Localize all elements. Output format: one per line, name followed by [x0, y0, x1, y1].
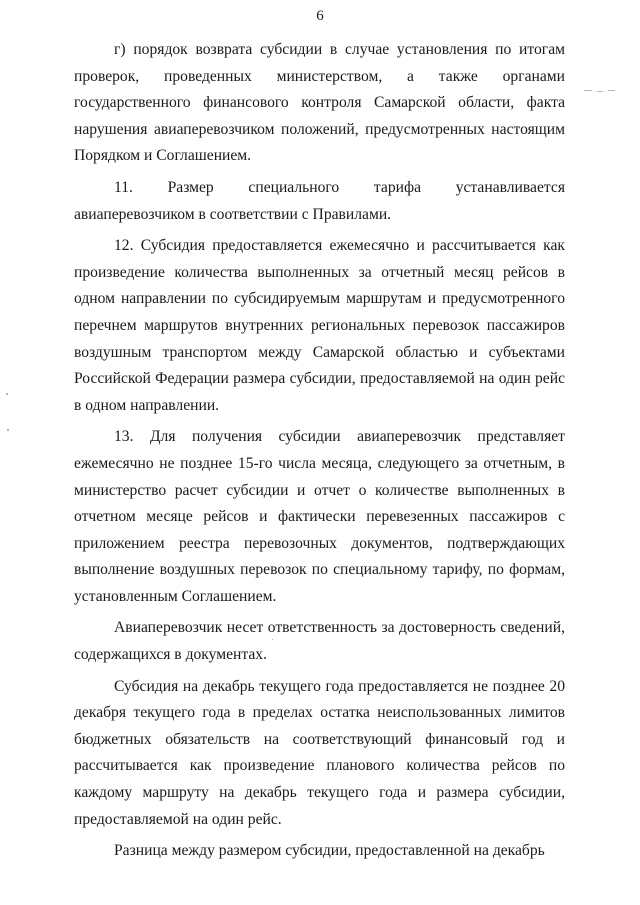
paragraph-difference: Разница между размером субсидии, предоставленной на декабрь [114, 842, 545, 860]
paragraph-12: 12. Субсидия предоставляется ежемесячно и рассчитывается как произведение количества выполненных за отчетный месяц рейсов в одном направлении по субсидируемым маршрутам и предусмотренного перечнем маршрутов внутренних региональных перевозок пассажиров воздушным транспортом между Самарской областью и субъектами Российской Федерации размера субсидии, предоставляемой на один рейс в одном направлении. [74, 237, 565, 414]
scan-artifact [7, 429, 9, 431]
scan-artifact [584, 90, 592, 91]
scan-artifact [608, 90, 615, 91]
document-body [74, 37, 565, 865]
scan-artifact [6, 393, 8, 395]
scan-artifact [272, 639, 273, 640]
scan-artifact [597, 91, 603, 92]
paragraph-11: 11. Размер специального тарифа устанавливается авиаперевозчиком в соответствии с Правилами. [74, 178, 565, 223]
page-number: 6 [316, 8, 324, 24]
paragraph-13: 13. Для получения субсидии авиаперевозчик представляет ежемесячно не позднее 15-го числа месяца, следующего за отчетным, в министерство расчет субсидии и отчет о количестве выполненных в отчетном месяце рейсов и фактически перевезенных пассажиров с приложением реестра перевозочных документов, подтверждающих выполнение воздушных перевозок по специальному тарифу, по формам, установленным Соглашением. [74, 428, 565, 605]
paragraph-responsibility: Авиаперевозчик несет ответственность за достоверность сведений, содержащихся в документах. [74, 619, 565, 664]
paragraph-december-subsidy: Субсидия на декабрь текущего года предоставляется не позднее 20 декабря текущего года в пределах остатка неиспользованных лимитов бюджетных обязательств на соответствующий финансовый год и рассчитывается как произведение планового количества рейсов по каждому маршруту на декабрь текущего года и размера субсидии, предоставляемой на один рейс. [74, 677, 565, 828]
paragraph-item-g: г) порядок возврата субсидии в случае установления по итогам проверок, проведенных министерством, а также органами государственного финансового контроля Самарской области, факта нарушения авиаперевозчиком положений, предусмотренных настоящим Порядком и Соглашением. [74, 41, 565, 165]
